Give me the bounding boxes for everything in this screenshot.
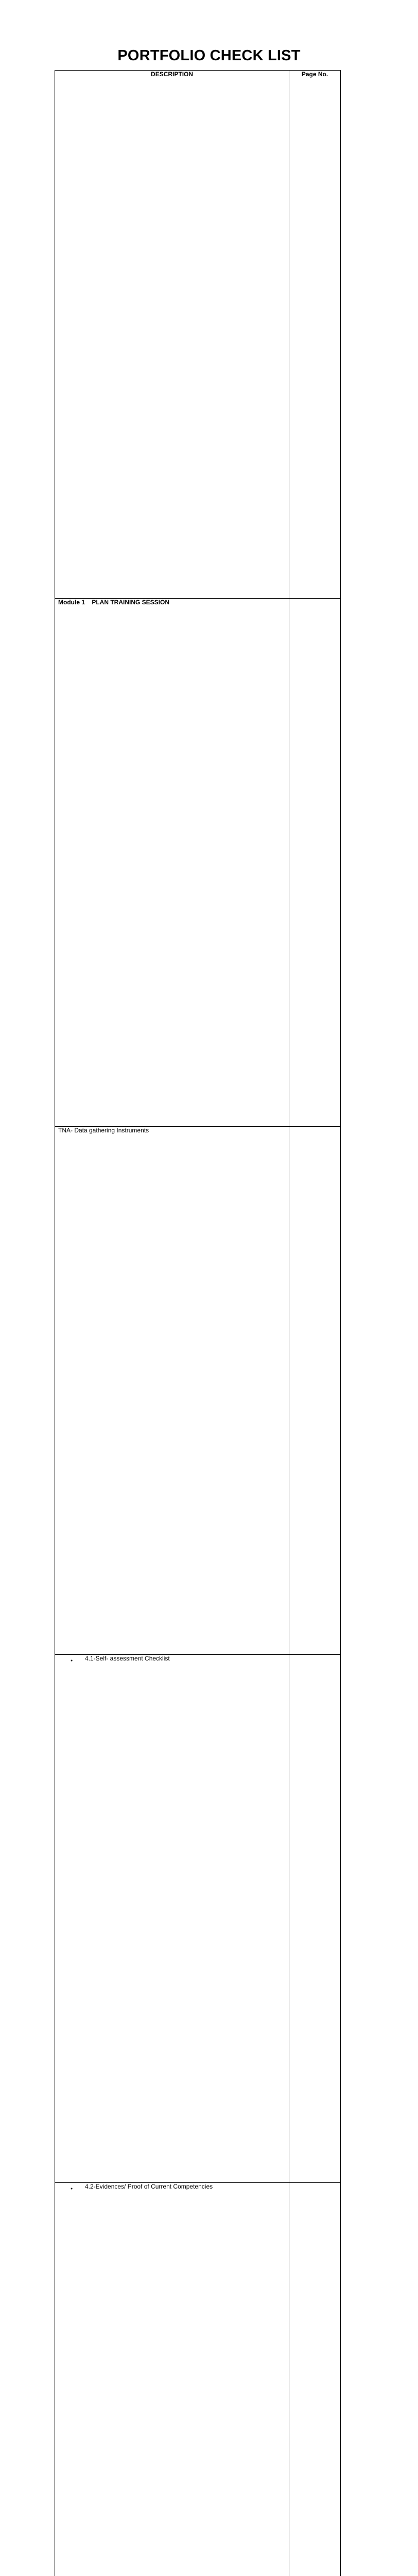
description-header: DESCRIPTION [55,71,289,599]
page-no-header: Page No. [289,71,341,599]
description-cell [55,599,289,1127]
page-no-cell [289,2183,341,2576]
row-text: 4.2-Evidences/ Proof of Current Competencies [85,2183,213,2190]
description-cell [55,1655,289,2183]
row-text: 4.1-Self- assessment Checklist [85,1655,170,1662]
table-row [55,1655,341,2183]
bullet-icon: ● [71,1657,73,1665]
page-no-cell [289,1655,341,2183]
row-text: TNA- Data gathering Instruments [58,1127,149,1134]
row-text: Module 1 PLAN TRAINING SESSION [58,599,169,606]
table-row [55,599,341,1127]
page-no-cell [289,1127,341,1655]
description-cell [55,1127,289,1655]
description-cell [55,2183,289,2576]
table-header-row [55,71,341,599]
checklist-rows [55,599,341,2576]
checklist-table [55,70,341,2576]
table-row [55,1127,341,1655]
page-no-cell [289,599,341,1127]
page-title: PORTFOLIO CHECK LIST [0,47,418,64]
document-page [0,0,395,528]
table-row [55,2183,341,2576]
bullet-icon: ● [71,2185,73,2193]
